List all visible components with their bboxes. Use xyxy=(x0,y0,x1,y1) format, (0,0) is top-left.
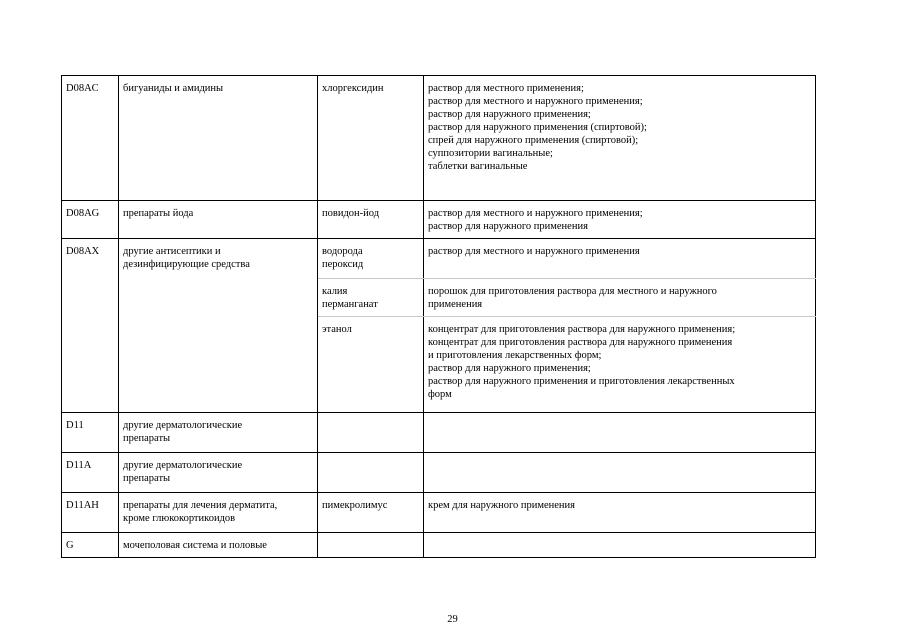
atc-code: D08AG xyxy=(62,201,119,239)
dosage-forms: раствор для местного и наружного применения; раствор для наружного применения xyxy=(424,201,816,239)
atc-code: D11 xyxy=(62,413,119,453)
substance-name: хлоргексидин xyxy=(318,76,424,201)
atc-code: D08AC xyxy=(62,76,119,201)
table-row xyxy=(62,201,816,239)
atc-code: D08AX xyxy=(62,239,119,413)
group-name: мочеполовая система и половые xyxy=(119,533,318,558)
dosage-forms: раствор для местного применения; раствор для местного и наружного применения; раствор для наружного применения; раствор для наружного применения (спиртовой); спрей для наружного применения (спиртовой); суппозитории вагинальные; таблетки вагинальные xyxy=(424,76,816,201)
group-name: другие дерматологические препараты xyxy=(119,413,318,453)
group-name: препараты для лечения дерматита, кроме глюкокортикоидов xyxy=(119,493,318,533)
substance-name xyxy=(318,413,424,453)
atc-code: D11A xyxy=(62,453,119,493)
dosage-forms: концентрат для приготовления раствора для наружного применения; концентрат для приготовления раствора для наружного применения и приготовления лекарственных форм; раствор для наружного применения; раствор для наружного применения и приготовления лекарственных форм xyxy=(424,317,816,413)
substance-name: этанол xyxy=(318,317,424,413)
table-row xyxy=(62,453,816,493)
group-name: другие дерматологические препараты xyxy=(119,453,318,493)
dosage-forms: раствор для местного и наружного применения xyxy=(424,239,816,279)
atc-code: D11AH xyxy=(62,493,119,533)
dosage-forms: крем для наружного применения xyxy=(424,493,816,533)
table-row xyxy=(62,239,816,279)
substance-name: повидон-йод xyxy=(318,201,424,239)
dosage-forms xyxy=(424,413,816,453)
substance-name xyxy=(318,453,424,493)
drug-table xyxy=(61,75,816,558)
dosage-forms: порошок для приготовления раствора для местного и наружного применения xyxy=(424,279,816,317)
table-row xyxy=(62,493,816,533)
table-row xyxy=(62,533,816,558)
substance-name: водорода пероксид xyxy=(318,239,424,279)
substance-name: калия перманганат xyxy=(318,279,424,317)
table-row xyxy=(62,413,816,453)
group-name: другие антисептики и дезинфицирующие средства xyxy=(119,239,318,413)
dosage-forms xyxy=(424,533,816,558)
group-name: препараты йода xyxy=(119,201,318,239)
group-name: бигуаниды и амидины xyxy=(119,76,318,201)
page-number: 29 xyxy=(447,614,458,625)
table-row xyxy=(62,76,816,201)
atc-code: G xyxy=(62,533,119,558)
substance-name xyxy=(318,533,424,558)
dosage-forms xyxy=(424,453,816,493)
substance-name: пимекролимус xyxy=(318,493,424,533)
